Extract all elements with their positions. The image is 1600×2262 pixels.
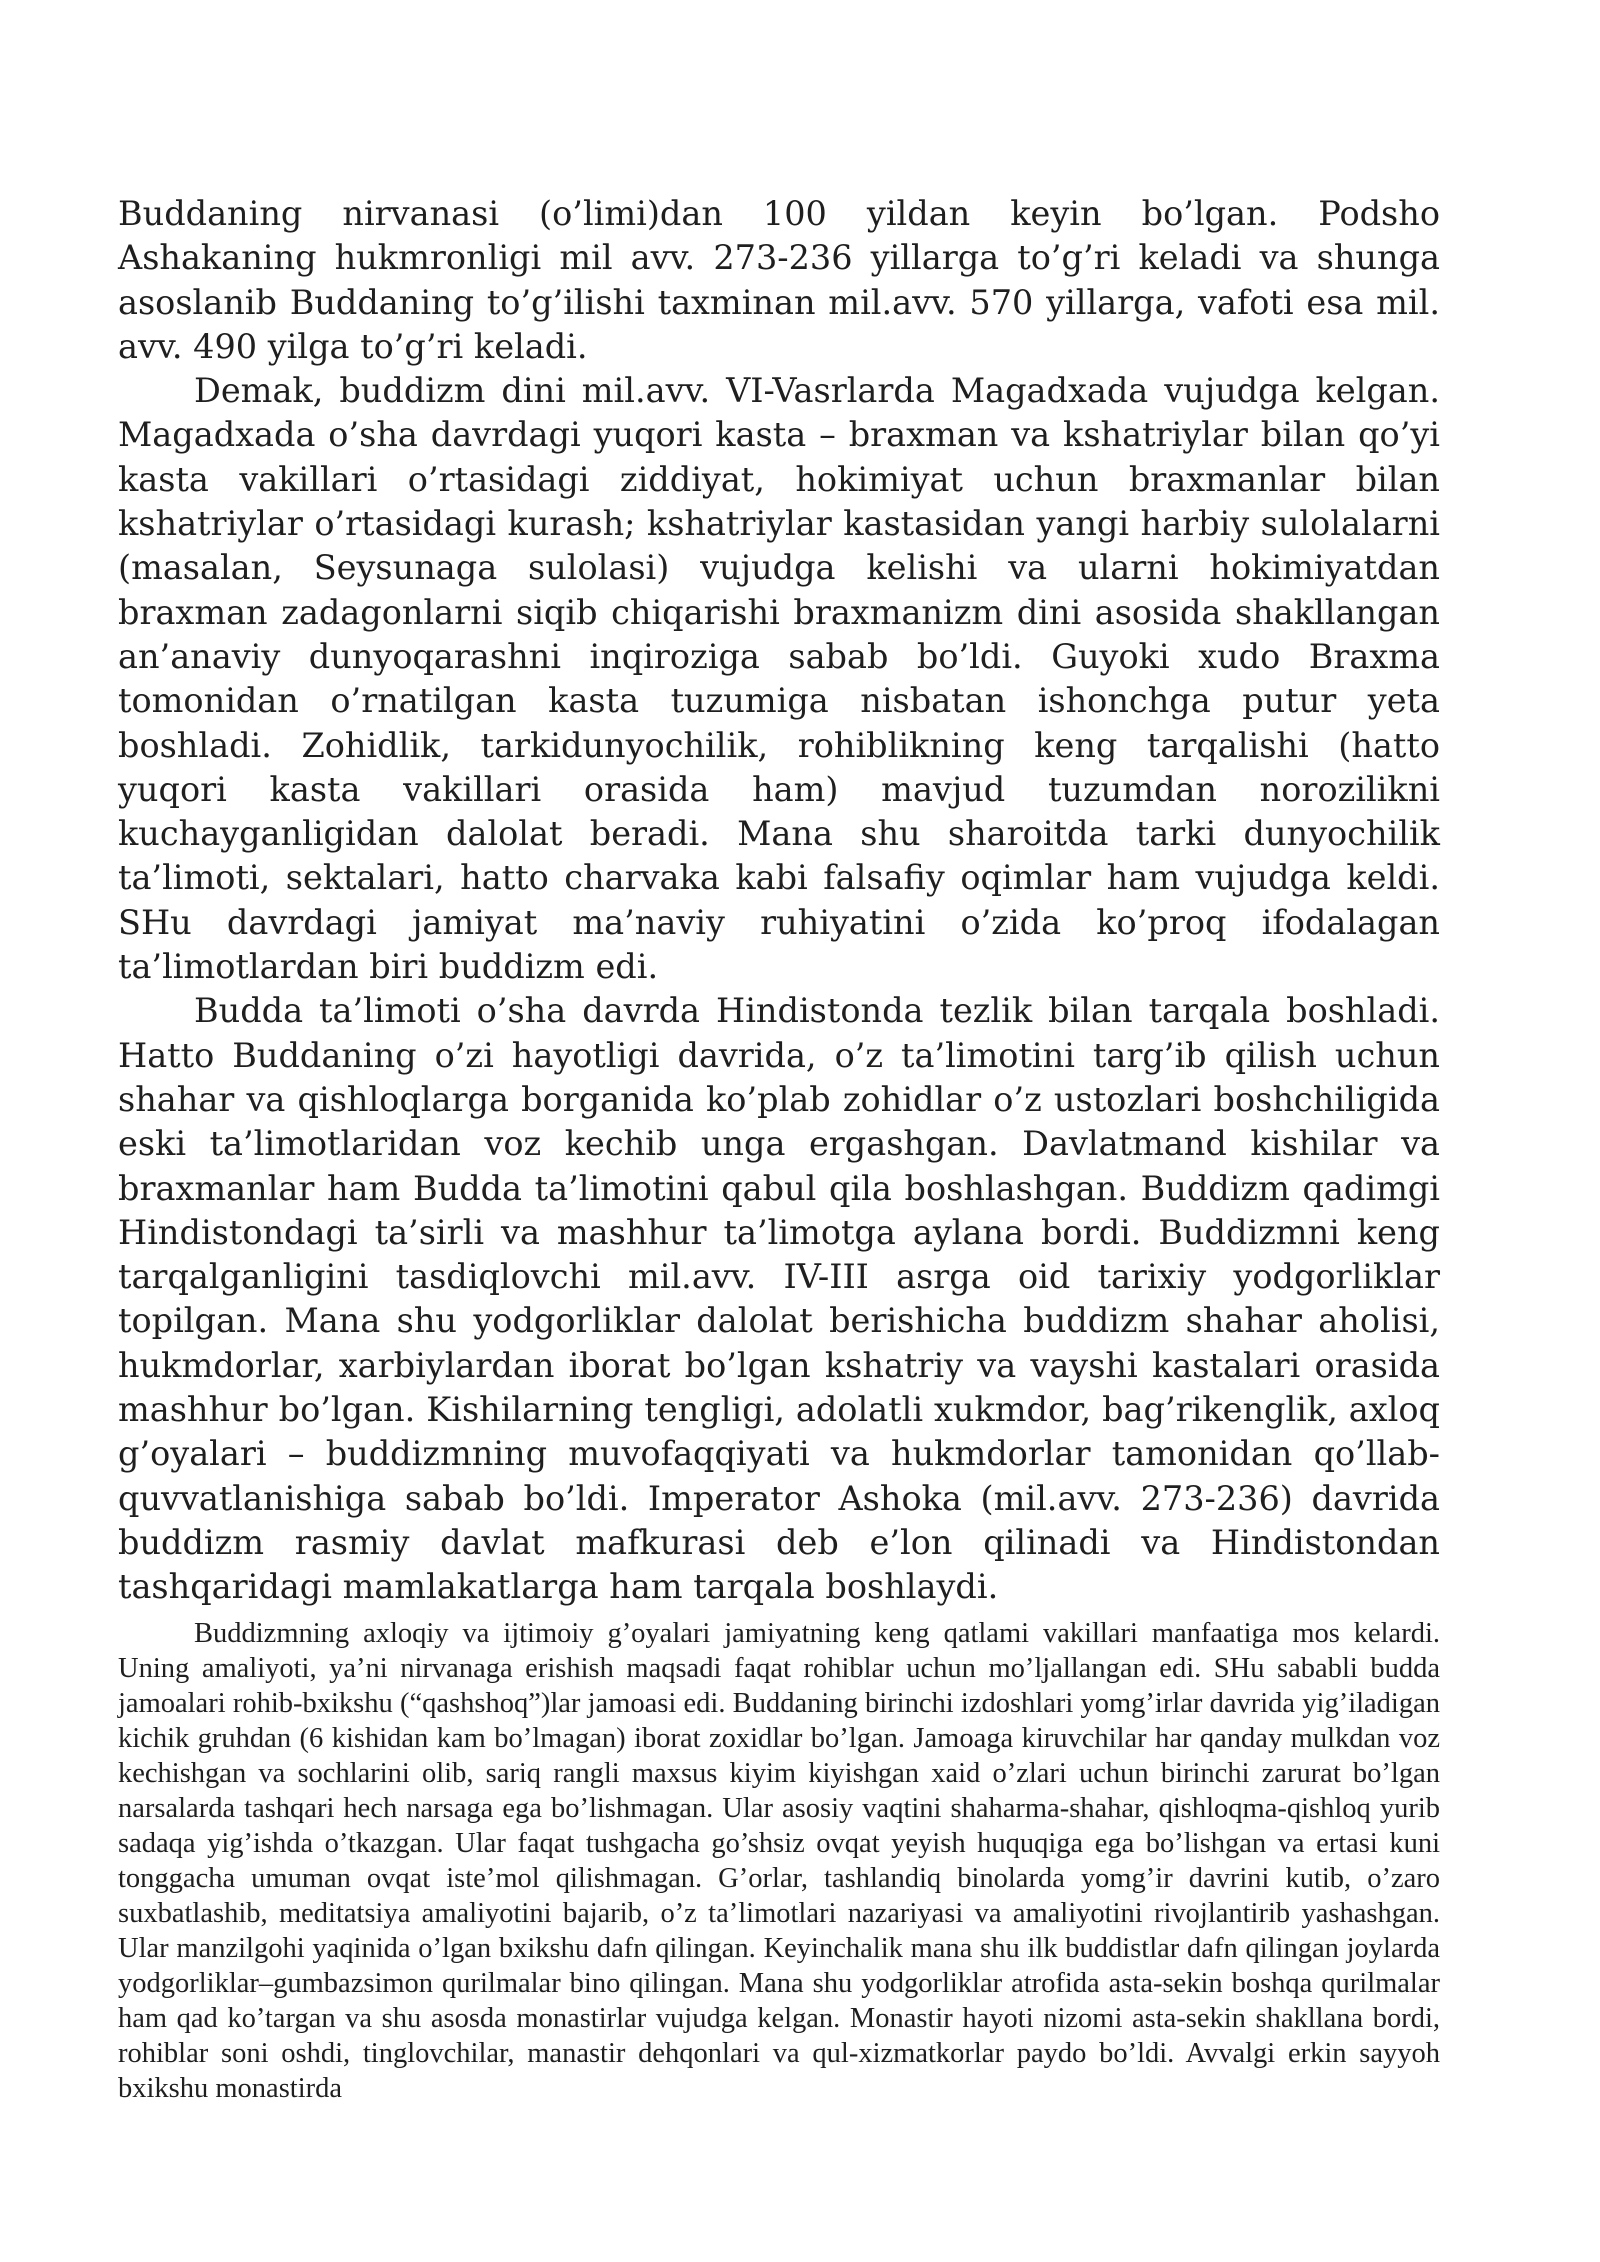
document-page: [118, 192, 1440, 2106]
paragraph-1: Buddaning nirvanasi (o’limi)dan 100 yildan keyin bo’lgan. Podsho Ashakaning hukmronligi mil avv. 273-236 yillarga to’g’ri keladi va shunga asoslanib Buddaning to’g’ilishi taxminan mil.avv. 570 yillarga, vafoti esa mil. avv. 490 yilga to’g’ri keladi.: [118, 194, 1440, 366]
paragraph-4: Buddizmning axloqiy va ijtimoiy g’oyalari jamiyatning keng qatlami vakillari manfaatiga mos kelardi. Uning amaliyoti, ya’ni nirvanaga erishish maqsadi faqat rohiblar uchun mo’ljallangan edi. SHu sababli budda jamoalari rohib-bxikshu (“qashshoq”)lar jamoasi edi. Buddaning birinchi izdoshlari yomg’irlar davrida yig’iladigan kichik gruhdan (6 kishidan kam bo’lmagan) iborat zoxidlar bo’lgan. Jamoaga kiruvchilar har qanday mulkdan voz kechishgan va sochlarini olib, sariq rangli maxsus kiyim kiyishgan xaid o’zlari uchun birinchi zarurat bo’lgan narsalarda tashqari hech narsaga ega bo’lishmagan. Ular asosiy vaqtini shaharma-shahar, qishloqma-qishloq yurib sadaqa yig’ishda o’tkazgan. Ular faqat tushgacha go’shsiz ovqat yeyish huquqiga ega bo’lishgan va ertasi kuni tonggacha umuman ovqat iste’mol qilishmagan. G’orlar, tashlandiq binolarda yomg’ir davrini kutib, o’zaro suxbatlashib, meditatsiya amaliyotini bajarib, o’z ta’limotlari nazariyasi va amaliyotini rivojlantirib yashashgan. Ular manzilgohi yaqinida o’lgan bxikshu dafn qilingan. Keyinchalik mana shu ilk buddistlar dafn qilingan joylarda yodgorliklar–gumbazsimon qurilmalar bino qilingan. Mana shu yodgorliklar atrofida asta-sekin boshqa qurilmalar ham qad ko’targan va shu asosda monastirlar vujudga kelgan. Monastir hayoti nizomi asta-sekin shakllana bordi, rohiblar soni oshdi, tinglovchilar, manastir dehqonlari va qul-xizmatkorlar paydo bo’ldi. Avvalgi erkin sayyoh bxikshu monastirda: [118, 1617, 1440, 2104]
paragraph-3: Budda ta’limoti o’sha davrda Hindistonda tezlik bilan tarqala boshladi. Hatto Buddaning o’zi hayotligi davrida, o’z ta’limotini targ’ib qilish uchun shahar va qishloqlarga borganida ko’plab zohidlar o’z ustozlari boshchiligida eski ta’limotlaridan voz kechib unga ergashgan. Davlatmand kishilar va braxmanlar ham Budda ta’limotini qabul qila boshlashgan. Buddizm qadimgi Hindistondagi ta’sirli va mashhur ta’limotga aylana bordi. Buddizmni keng tarqalganligini tasdiqlovchi mil.avv. IV-III asrga oid tarixiy yodgorliklar topilgan. Mana shu yodgorliklar dalolat berishicha buddizm shahar aholisi, hukmdorlar, xarbiylardan iborat bo’lgan kshatriy va vayshi kastalari orasida mashhur bo’lgan. Kishilarning tengligi, adolatli xukmdor, bag’rikenglik, axloq g’oyalari – buddizmning muvofaqqiyati va hukmdorlar tamonidan qo’llab-quvvatlanishiga sabab bo’ldi. Imperator Ashoka (mil.avv. 273-236) davrida buddizm rasmiy davlat mafkurasi deb e’lon qilinadi va Hindistondan tashqaridagi mamlakatlarga ham tarqala boshlaydi.: [118, 991, 1440, 1607]
paragraph-2: Demak, buddizm dini mil.avv. VI-Vasrlarda Magadxada vujudga kelgan. Magadxada o’sha davrdagi yuqori kasta – braxman va kshatriylar bilan qo’yi kasta vakillari o’rtasidagi ziddiyat, hokimiyat uchun braxmanlar bilan kshatriylar o’rtasidagi kurash; kshatriylar kastasidan yangi harbiy sulolalarni (masalan, Seysunaga sulolasi) vujudga kelishi va ularni hokimiyatdan braxman zadagonlarni siqib chiqarishi braxmanizm dini asosida shakllangan an’anaviy dunyoqarashni inqiroziga sabab bo’ldi. Guyoki xudo Braxma tomonidan o’rnatilgan kasta tuzumiga nisbatan ishonchga putur yeta boshladi. Zohidlik, tarkidunyochilik, rohiblikning keng tarqalishi (hatto yuqori kasta vakillari orasida ham) mavjud tuzumdan norozilikni kuchayganligidan dalolat beradi. Mana shu sharoitda tarki dunyochilik ta’limoti, sektalari, hatto charvaka kabi falsafiy oqimlar ham vujudga keldi. SHu davrdagi jamiyat ma’naviy ruhiyatini o’zida ko’proq ifodalagan ta’limotlardan biri buddizm edi.: [118, 371, 1440, 987]
